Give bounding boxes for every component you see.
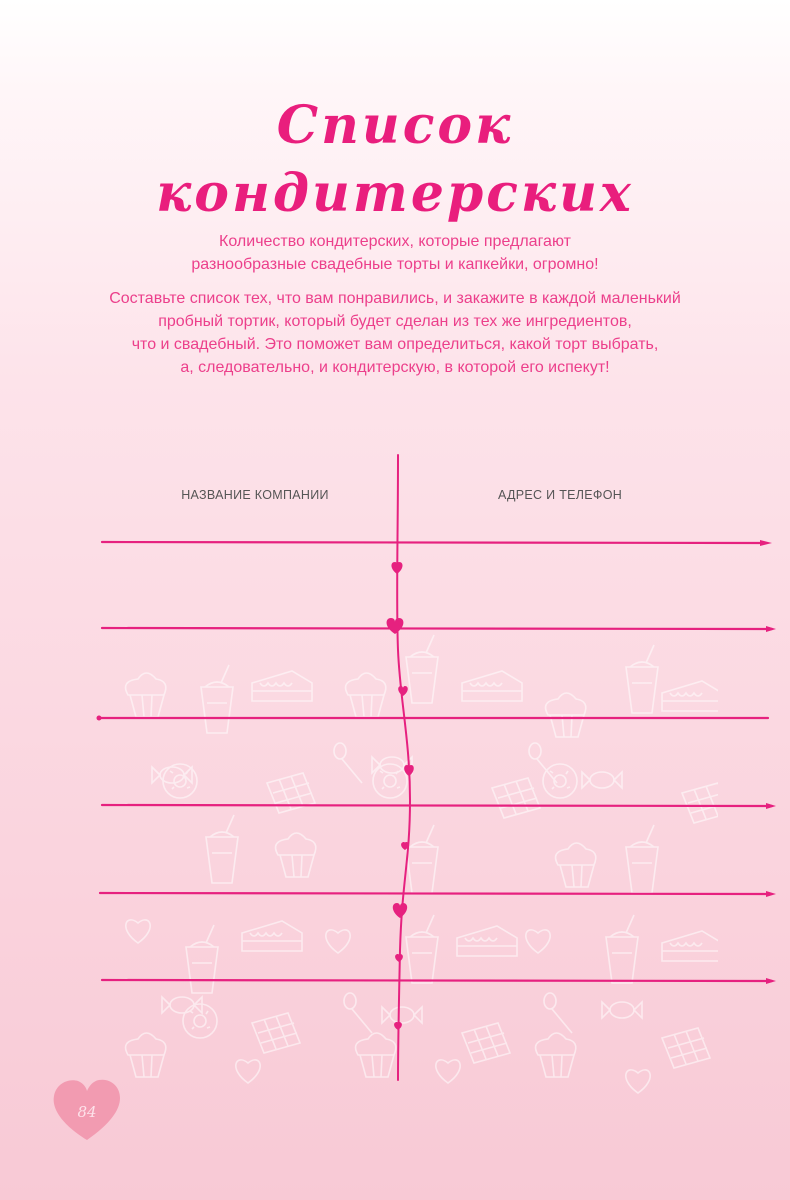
column-header-company: НАЗВАНИЕ КОМПАНИИ <box>181 488 329 502</box>
table-row-line <box>102 542 760 543</box>
table-row-line <box>102 628 772 629</box>
page-number: 84 <box>77 1103 97 1121</box>
advice-line: что и свадебный. Это поможет вам определиться, какой торт выбрать, <box>131 336 659 353</box>
advice-line: Составьте список тех, что вам понравились, и закажите в каждой маленький <box>109 290 681 307</box>
column-header-address: АДРЕС И ТЕЛЕФОН <box>497 488 623 502</box>
advice-line: пробный тортик, который будет сделан из тех же ингредиентов, <box>158 313 632 330</box>
table-row-line <box>102 805 772 806</box>
intro-line: Количество кондитерских, которые предлагают <box>219 233 571 250</box>
table-row-line <box>100 893 770 894</box>
table-row-line <box>102 980 772 981</box>
page-title-line2: кондитерских <box>156 163 634 224</box>
arrow-tips <box>97 540 777 984</box>
page-title-line1: Список <box>276 95 514 156</box>
intro-line: разнообразные свадебные торты и капкейки, огромно! <box>191 256 599 273</box>
advice-line: а, следовательно, и кондитерскую, в которой его испекут! <box>180 359 610 376</box>
